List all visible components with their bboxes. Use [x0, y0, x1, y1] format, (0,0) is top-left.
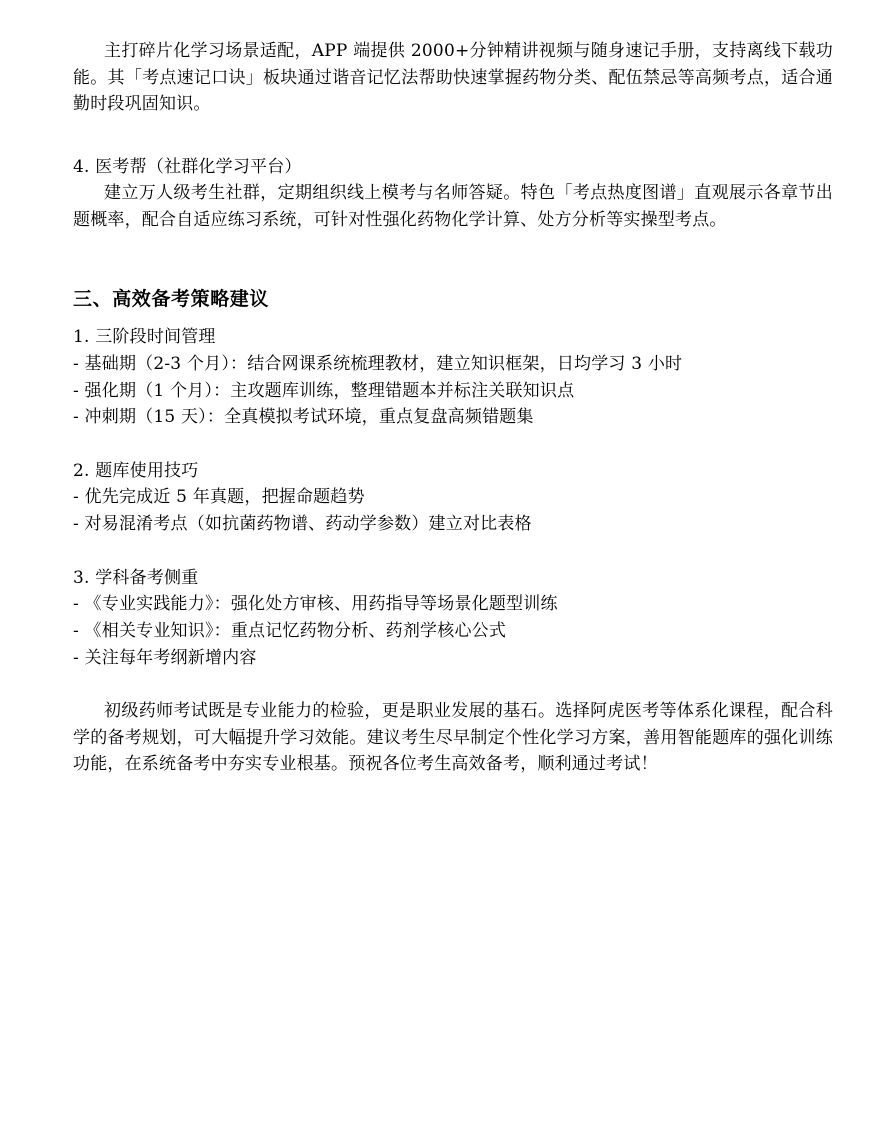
sub2-list-item: - 对易混淆考点（如抗菌药物谱、药动学参数）建立对比表格	[73, 514, 532, 534]
section3-heading: 三、高效备考策略建议	[73, 288, 270, 310]
item4-body-paragraph: 建立万人级考生社群，定期组织线上模考与名师答疑。特色「考点热度图谱」直观展示各章节出题概率，配合自适应练习系统，可针对性强化药物化学计算、处方分析等实操型考点。	[73, 183, 833, 230]
sub1-title: 1. 三阶段时间管理	[73, 327, 216, 347]
sub1-list-item: - 基础期（2-3 个月）：结合网课系统梳理教材，建立知识框架，日均学习 3 小时	[73, 354, 683, 374]
conclusion-paragraph: 初级药师考试既是专业能力的检验，更是职业发展的基石。选择阿虎医考等体系化课程，配合科学的备考规划，可大幅提升学习效能。建议考生尽早制定个性化学习方案，善用智能题库的强化训练功能，在系统备考中夯实专业根基。预祝各位考生高效备考，顺利通过考试！	[73, 701, 833, 774]
sub3-list-item: - 《相关专业知识》：重点记忆药物分析、药剂学核心公式	[73, 621, 507, 641]
sub1-list-item: - 强化期（1 个月）：主攻题库训练，整理错题本并标注关联知识点	[73, 381, 575, 401]
app-feature-paragraph: 主打碎片化学习场景适配，APP 端提供 2000+分钟精讲视频与随身速记手册，支持离线下载功能。其「考点速记口诀」板块通过谐音记忆法帮助快速掌握药物分类、配伍禁忌等高频考点，适合通勤时段巩固知识。	[73, 41, 833, 114]
sub2-title: 2. 题库使用技巧	[73, 461, 199, 481]
sub2-list-item: - 优先完成近 5 年真题，把握命题趋势	[73, 487, 365, 507]
item4-title: 4. 医考帮（社群化学习平台）	[73, 157, 302, 177]
sub3-title: 3. 学科备考侧重	[73, 568, 199, 588]
sub3-list-item: - 关注每年考纲新增内容	[73, 648, 257, 668]
sub3-list-item: - 《专业实践能力》：强化处方审核、用药指导等场景化题型训练	[73, 594, 558, 614]
sub1-list-item: - 冲刺期（15 天）：全真模拟考试环境，重点复盘高频错题集	[73, 407, 534, 427]
